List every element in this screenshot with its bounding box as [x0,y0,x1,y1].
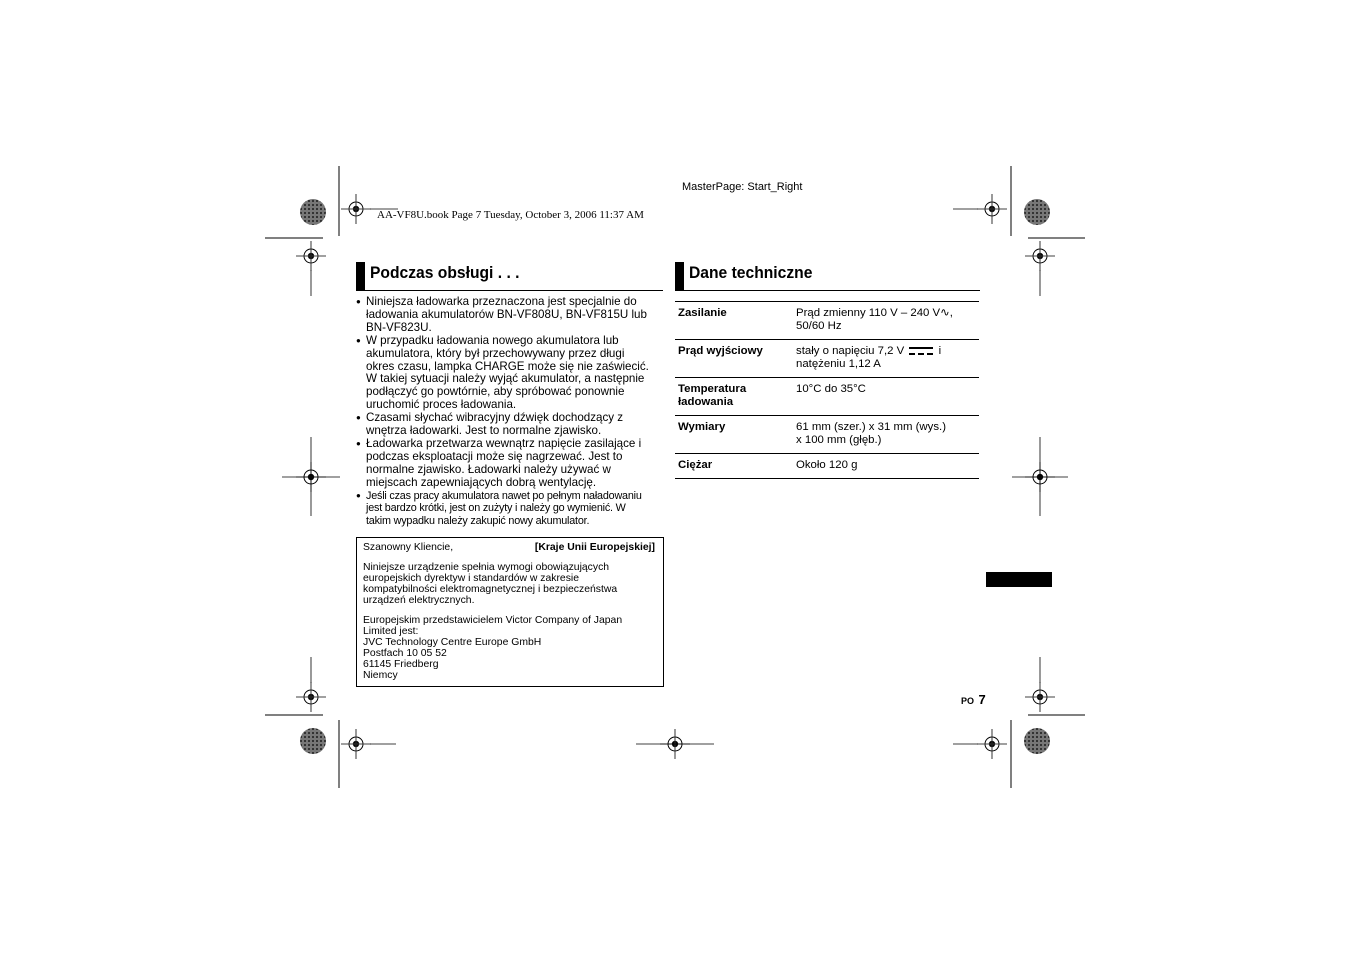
dc-symbol-icon [909,346,933,356]
spec-label: Zasilanie [675,302,793,340]
spec-value: Około 120 g [793,454,979,479]
section-marker [675,262,684,290]
section-title-handling: Podczas obsługi . . . [370,263,520,282]
page-number-value: 7 [978,692,986,707]
eu-region-label: [Kraje Unii Europejskiej] [534,542,655,553]
list-item: ● W przypadku ładowania nowego akumulatora lub akumulatora, który był przechowywany przez długi okres czasu, lampka CHARGE może się nie zaświecić. W takiej sytuacji należy wyjąć akumulator, a następnie podłączyć go powtórnie, aby spróbować ponownie uruchomić proces ładowania. [356,335,661,412]
masterpage-label: MasterPage: Start_Right [682,181,803,193]
language-code: PO [961,696,975,706]
page-number [961,691,986,709]
spec-value: stały o napięciu 7,2 V i natężeniu 1,12 A [793,340,979,378]
eu-greeting: Szanowny Kliencie, [363,542,454,553]
section-rule [356,290,663,291]
list-item: ● Ładowarka przetwarza wewnątrz napięcie zasilające i podczas eksploatacji może się nagrzewać. Jest to normalne zjawisko. Ładowarki należy używać w miejscach zapewniających dobrą wentylację. [356,438,661,490]
eu-compliance-text: Niniejsze urządzenie spełnia wymogi obowiązujących europejskich dyrektyw i standardów w zakresie kompatybilności elektromagnetycznej i bezpieczeństwa urządzeń elektrycznych. [363,562,618,606]
list-item: ● Czasami słychać wibracyjny dźwięk dochodzący z wnętrza ładowarki. Jest to normalne zjawisko. [356,412,661,438]
eu-notice-box [356,537,664,687]
spec-value: 61 mm (szer.) x 31 mm (wys.) x 100 mm (głęb.) [793,416,979,454]
eu-representative-text: Europejskim przedstawicielem Victor Company of Japan Limited jest: JVC Technology Centre Europe GmbH Postfach 10 05 52 61145 Friedberg Niemcy [363,615,623,681]
table-row [675,340,979,378]
table-row [675,416,979,454]
table-row [675,378,979,416]
book-info-line: AA-VF8U.book Page 7 Tuesday, October 3, 2006 11:37 AM [377,209,644,221]
handling-notes [356,296,661,527]
spec-value: Prąd zmienny 110 V – 240 V∿, 50/60 Hz [793,302,979,340]
spec-label: Wymiary [675,416,793,454]
section-marker [356,262,365,290]
spec-table [675,301,979,479]
spec-label: Prąd wyjściowy [675,340,793,378]
list-item: ● Niniejsza ładowarka przeznaczona jest specjalnie do ładowania akumulatorów BN-VF808U, BN-VF815U lub BN-VF823U. [356,296,661,335]
spec-label: Temperatura ładowania [675,378,793,416]
table-row [675,454,979,479]
section-title-specs: Dane techniczne [689,263,813,282]
section-rule [675,290,980,291]
spec-value: 10°C do 35°C [793,378,979,416]
language-tab-marker [986,572,1052,587]
table-row [675,302,979,340]
spec-label: Ciężar [675,454,793,479]
list-item: ● Jeśli czas pracy akumulatora nawet po pełnym naładowaniu jest bardzo krótki, jest on zużyty i należy go wymienić. W takim wypadku należy zakupić nowy akumulator. [356,490,661,528]
